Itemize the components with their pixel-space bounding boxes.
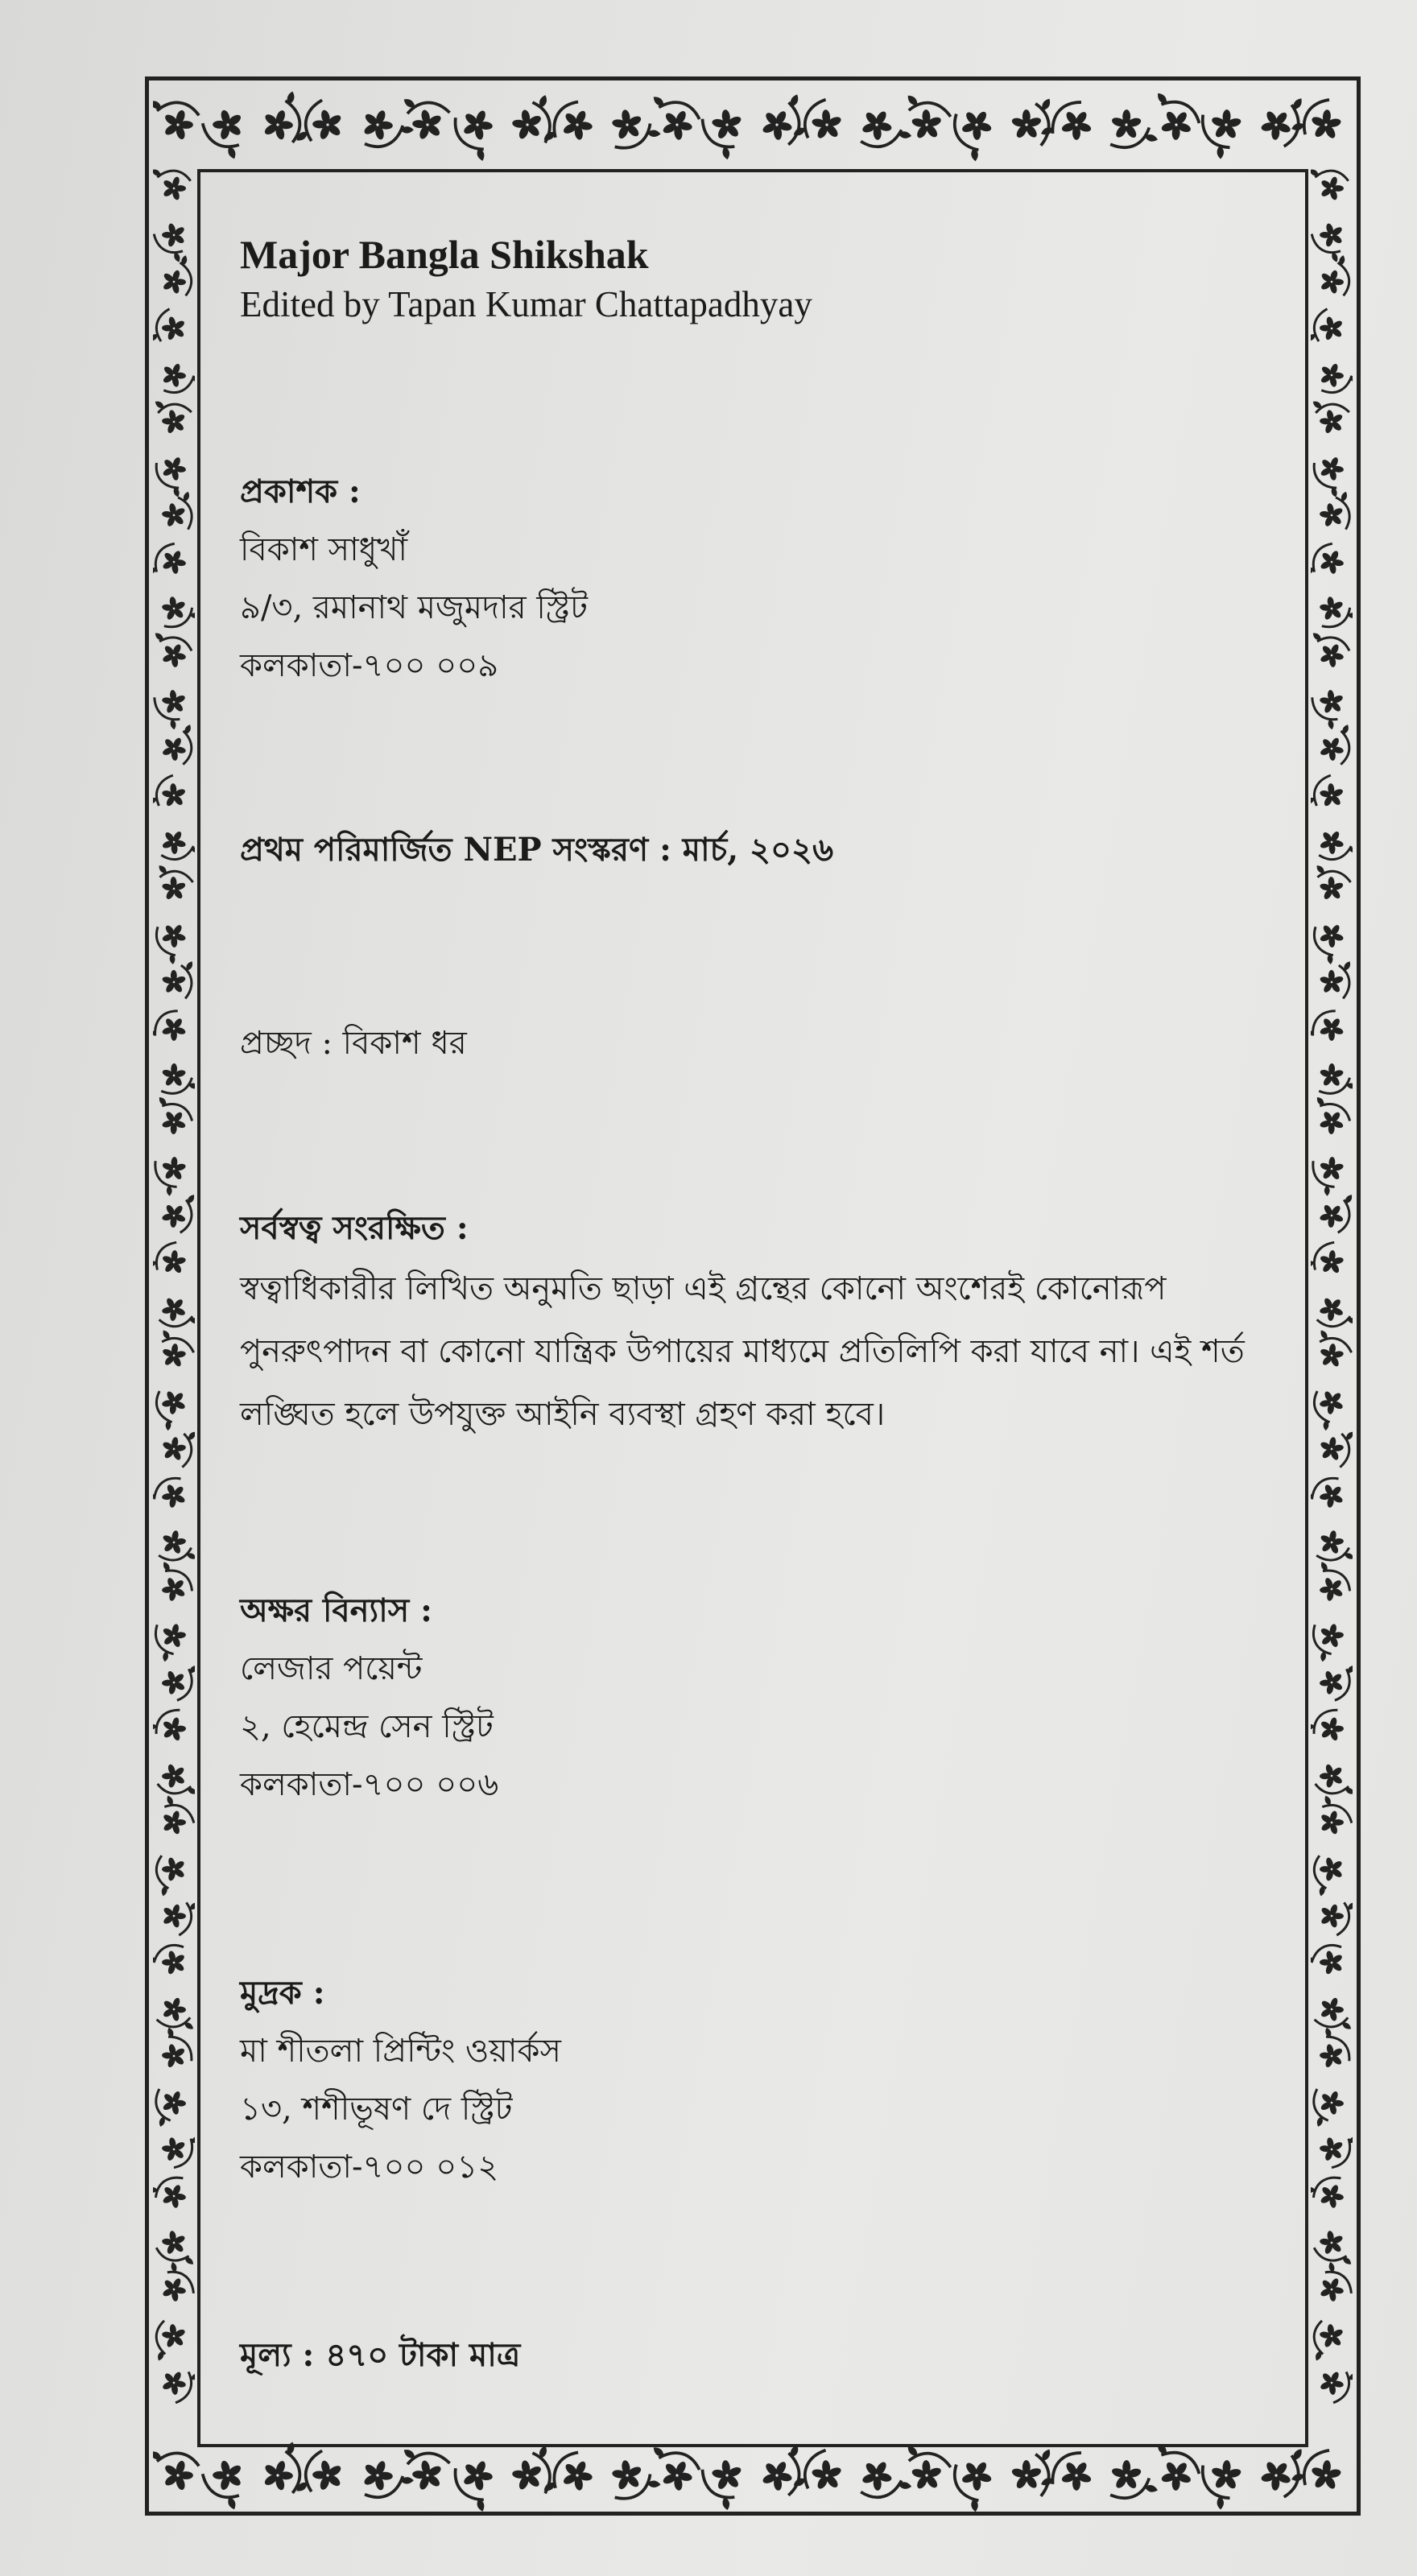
publisher-address-line1: ৯/৩, রমানাথ মজুমদার স্ট্রিট (240, 589, 588, 626)
copyright-block (240, 1199, 1295, 1446)
typesetting-address-line1: ২, হেমেন্দ্র সেন স্ট্রিট (240, 1708, 494, 1745)
publisher-label: প্রকাশক : (240, 473, 361, 510)
printer-address-line2: কলকাতা-৭০০ ০১২ (240, 2149, 499, 2186)
printer-block (240, 1964, 561, 2196)
printer-name: মা শীতলা প্রিন্টিং ওয়ার্কস (240, 2033, 561, 2070)
price-text: মূল্য : ৪৭০ টাকা মাত্র (240, 2336, 521, 2374)
typesetting-address-line2: কলকাতা-৭০০ ০০৬ (240, 1766, 499, 1803)
cover-block (240, 1014, 467, 1072)
price-block (240, 2326, 520, 2384)
copyright-label: সর্বস্বত্ব সংরক্ষিত : (240, 1209, 469, 1247)
edition-text: প্রথম পরিমার্জিত NEP সংস্করণ : মার্চ, ২০২৬ (240, 831, 834, 869)
typesetting-name: লেজার পয়েন্ট (240, 1650, 423, 1687)
publisher-block (240, 463, 588, 695)
typesetting-label: অক্ষর বিন্যাস : (240, 1591, 432, 1629)
publisher-name: বিকাশ সাধুখাঁ (240, 531, 407, 568)
copyright-notice: স্বত্বাধিকারীর লিখিত অনুমতি ছাড়া এই গ্রন্থের কোনো অংশেরই কোনোরূপ পুনরুৎপাদন বা কোনো যান্ত্রিক উপায়ের মাধ্যমে প্রতিলিপি করা যাবে না। এই শর্ত লঙ্ঘিত হলে উপযুক্ত আইনি ব্যবস্থা গ্রহণ করা হবে। (240, 1270, 1245, 1433)
book-title-block (240, 229, 812, 329)
printer-label: মুদ্রক : (240, 1974, 325, 2012)
edition-block (240, 821, 833, 879)
book-title: Major Bangla Shikshak (240, 232, 649, 277)
cover-credit: প্রচ্ছদ : বিকাশ ধর (240, 1025, 467, 1062)
publisher-address-line2: কলকাতা-৭০০ ০০৯ (240, 647, 499, 684)
book-editor: Edited by Tapan Kumar Chattapadhyay (240, 284, 812, 324)
printer-address-line1: ১৩, শশীভূষণ দে স্ট্রিট (240, 2091, 513, 2128)
typesetting-block (240, 1582, 498, 1814)
